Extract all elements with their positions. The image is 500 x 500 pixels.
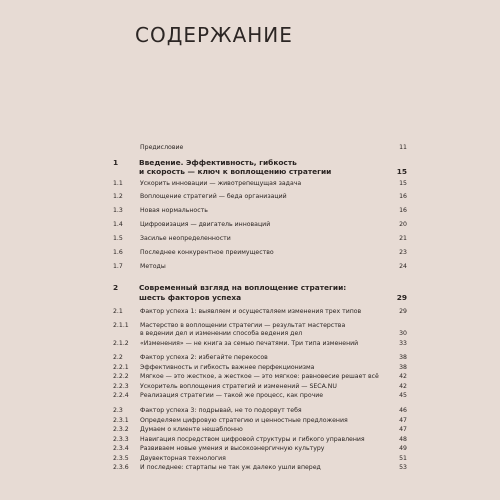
toc-entry-page: 15	[396, 167, 407, 176]
toc-entry-title: и скорость — ключ к воплощению стратегии	[139, 167, 332, 176]
toc-entry-page: 38	[399, 364, 407, 371]
toc-entry-title: Навигация посредством цифровой структуры и гибкого управления	[140, 436, 365, 443]
toc-entry-page: 16	[399, 193, 407, 200]
toc-entry-page: 33	[399, 340, 407, 347]
toc-entry-title: Методы	[140, 263, 166, 270]
toc-entry-title: Эффективность и гибкость важнее перфекционизма	[140, 364, 315, 371]
toc-entry-number: 1.1	[113, 180, 123, 187]
toc-entry-page: 23	[399, 249, 407, 256]
toc-entry-page: 53	[399, 464, 407, 471]
toc-entry-number: 2.3.4	[113, 445, 129, 452]
toc-entry-page: 21	[399, 235, 407, 242]
toc-entry-title: Воплощение стратегий — беда организаций	[140, 193, 287, 200]
toc-entry-title: Фактор успеха 3: подрывай, не то подорвут тебя	[140, 407, 302, 414]
toc-entry-page: 29	[396, 293, 407, 302]
toc-entry-number: 2.2	[113, 354, 123, 361]
toc-entry-title: Фактор успеха 1: выявляем и осуществляем изменения трех типов	[140, 308, 362, 315]
toc-entry-page: 49	[399, 445, 407, 452]
toc-entry-title: Цифровизация — двигатель инноваций	[140, 221, 271, 228]
toc-entry-page: 42	[399, 383, 407, 390]
toc-entry-page: 38	[399, 354, 407, 361]
toc-entry-page: 51	[399, 455, 407, 462]
toc-entry-number: 1.3	[113, 207, 123, 214]
toc-entry-title: Развиваем новые умения и высокоэнергичную культуру	[140, 445, 325, 452]
toc-entry-title: Последнее конкурентное преимущество	[140, 249, 274, 256]
toc-entry-number: 2.2.3	[113, 383, 129, 390]
toc-entry-page: 24	[399, 263, 407, 270]
toc-entry-number: 1.6	[113, 249, 123, 256]
toc-entry-number: 2.2.2	[113, 373, 129, 380]
toc-entry-title: Определяем цифровую стратегию и ценностные предложения	[140, 417, 348, 424]
page-title: СОДЕРЖАНИЕ	[135, 23, 293, 47]
toc-entry-title: Фактор успеха 2: избегайте перекосов	[140, 354, 268, 361]
toc-entry-title: Новая нормальность	[140, 207, 208, 214]
toc-entry-number: 2.3	[113, 407, 123, 414]
toc-entry-page: 30	[399, 330, 407, 337]
toc-entry-title: Ускорить инновации — животрепещущая задача	[140, 180, 302, 187]
toc-entry-number: 2.1.1	[113, 322, 129, 329]
toc-entry-number: 1.4	[113, 221, 123, 228]
toc-entry-title: Реализация стратегии — такой же процесс, как прочие	[140, 392, 324, 399]
toc-entry-number: 2.3.5	[113, 455, 129, 462]
toc-entry-page: 29	[399, 308, 407, 315]
toc-entry-page: 47	[399, 426, 407, 433]
toc-entry-title: «Изменения» — не книга за семью печатями. Три типа изменений	[140, 340, 359, 347]
toc-entry-number: 1.7	[113, 263, 123, 270]
toc-entry-title: Предисловие	[140, 144, 184, 151]
toc-entry-title: Двувекторная технология	[140, 455, 226, 462]
toc-entry-number: 1.5	[113, 235, 123, 242]
toc-entry-title: Мягкое — это жесткое, а жесткое — это мягкое: равновесие решает всё	[140, 373, 379, 380]
toc-entry-number: 2	[113, 283, 119, 292]
toc-entry-number: 2.3.2	[113, 426, 129, 433]
toc-entry-page: 46	[399, 407, 407, 414]
toc-entry-page: 15	[399, 180, 407, 187]
toc-entry-number: 2.3.3	[113, 436, 129, 443]
toc-entry-number: 2.1	[113, 308, 123, 315]
toc-entry-number: 2.3.6	[113, 464, 129, 471]
toc-entry-page: 11	[399, 144, 407, 151]
toc-entry-page: 47	[399, 417, 407, 424]
toc-entry-title: Думаем о клиенте нешаблонно	[140, 426, 243, 433]
toc-entry-page: 45	[399, 392, 407, 399]
toc-entry-page: 42	[399, 373, 407, 380]
toc-entry-title: Мастерство в воплощении стратегии — результат мастерства	[140, 322, 346, 329]
toc-entry-number: 1	[113, 158, 119, 167]
toc-entry-number: 2.2.4	[113, 392, 129, 399]
toc-entry-title: в ведении дел и изменении способа ведения дел	[140, 330, 303, 337]
toc-entry-number: 2.1.2	[113, 340, 129, 347]
toc-entry-title: И последнее: стартапы не так уж далеко ушли вперед	[140, 464, 321, 471]
toc-entry-title: шесть факторов успеха	[139, 293, 242, 302]
toc-entry-title: Современный взгляд на воплощение стратегии:	[139, 283, 347, 292]
toc-entry-number: 2.3.1	[113, 417, 129, 424]
toc-entry-page: 20	[399, 221, 407, 228]
toc-entry-page: 48	[399, 436, 407, 443]
toc-entry-number: 1.2	[113, 193, 123, 200]
toc-entry-number: 2.2.1	[113, 364, 129, 371]
toc-entry-title: Засилье неопределенности	[140, 235, 231, 242]
toc-entry-title: Введение. Эффективность, гибкость	[139, 158, 297, 167]
toc-entry-title: Ускоритель воплощения стратегий и изменений — SECA.NU	[140, 383, 337, 390]
toc-entry-page: 16	[399, 207, 407, 214]
